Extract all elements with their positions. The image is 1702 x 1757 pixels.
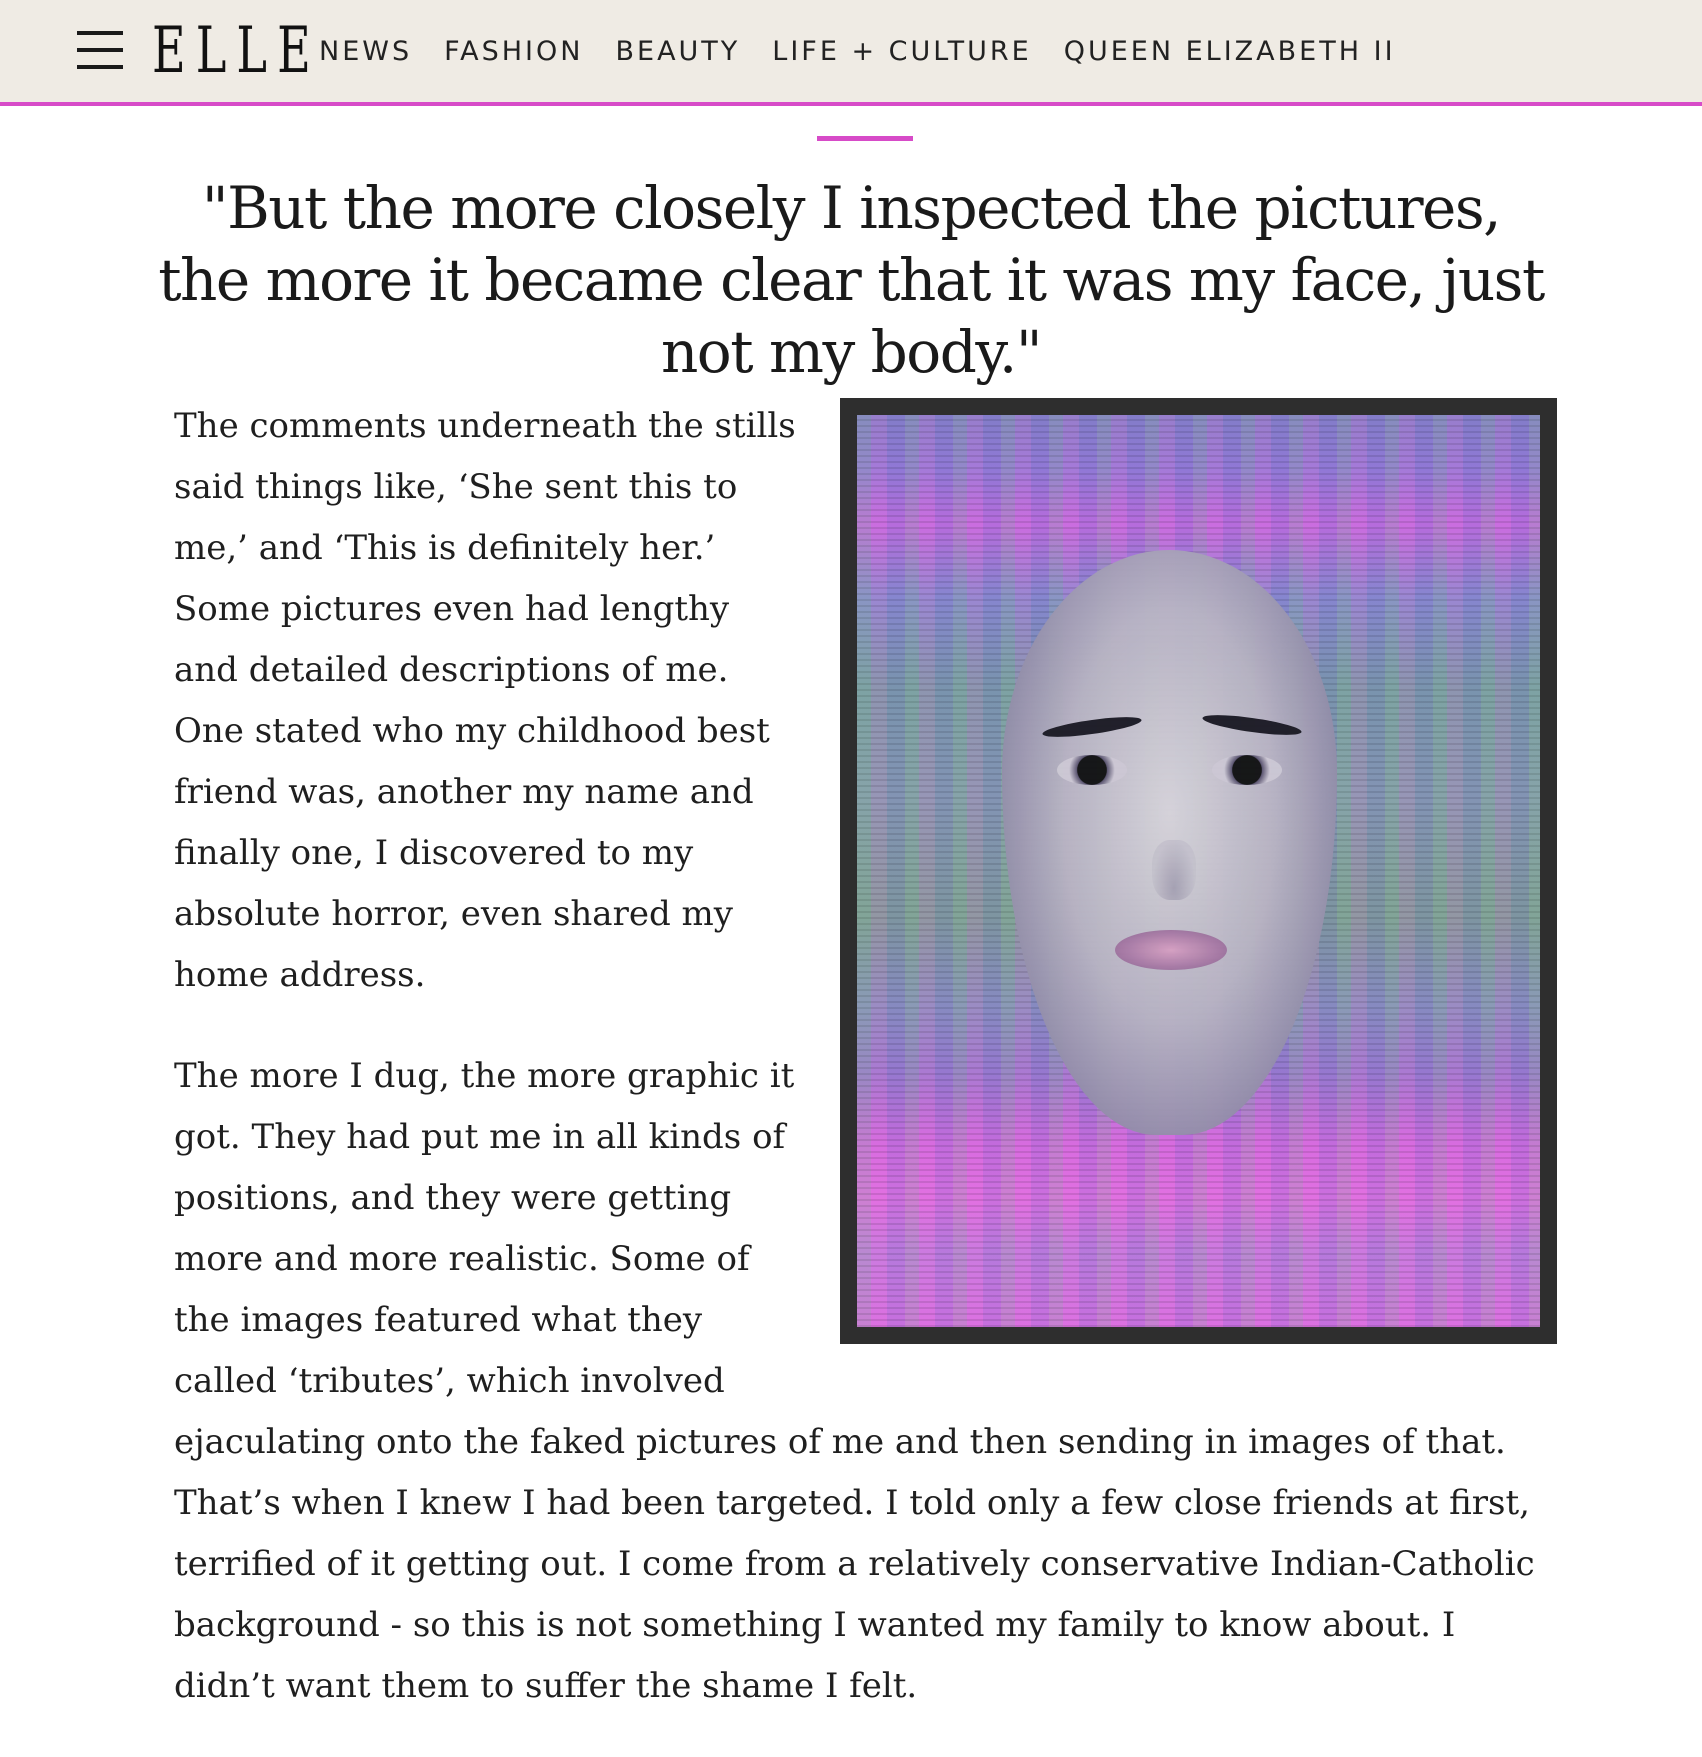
article-body — [174, 396, 1557, 1757]
nose — [1152, 840, 1196, 900]
face-shape — [1002, 550, 1337, 1135]
top-navigation-bar — [0, 0, 1702, 106]
elle-logo[interactable]: ELLE — [152, 14, 321, 88]
nav-item-beauty[interactable]: BEAUTY — [615, 35, 741, 67]
main-nav — [319, 33, 1396, 69]
lips — [1115, 930, 1227, 970]
article-image[interactable] — [840, 398, 1557, 1344]
pullquote: "But the more closely I inspected the pictures, the more it became clear that it was my face, just not my body." — [158, 174, 1544, 386]
nav-item-life-culture[interactable]: LIFE + CULTURE — [772, 35, 1032, 67]
left-eyebrow — [1042, 713, 1143, 741]
hamburger-menu-icon[interactable] — [77, 29, 123, 71]
nav-item-fashion[interactable]: FASHION — [444, 35, 584, 67]
right-eye — [1212, 755, 1282, 785]
left-eye — [1057, 755, 1127, 785]
nav-item-queen-elizabeth-ii[interactable]: QUEEN ELIZABETH II — [1063, 35, 1396, 67]
glitch-face-illustration — [857, 415, 1540, 1327]
right-eyebrow — [1202, 711, 1303, 739]
article-paragraph: The more I dug, the more graphic it got. They had put me in all kinds of positions, and they were getting more and more realistic. Some of the images featured what they called ‘tributes’, which involved ejaculating onto the faked pictures of me and then sending in images of that. That’s when I knew I had been targeted. I told only a few close friends at first, terrified of it getting out. I come from a relatively conservative Indian-Catholic background - so this is not something I wanted my family to know about. I didn’t want them to suffer the shame I felt. — [174, 1056, 1535, 1706]
article-paragraph: The comments underneath the stills said things like, ‘She sent this to me,’ and ‘This is definitely her.’ Some pictures even had lengthy and detailed descriptions of me. One stated who my childhood best friend was, another my name and finally one, I discovered to my absolute horror, even shared my home address. — [174, 406, 796, 995]
pullquote-accent-bar — [817, 136, 913, 141]
nav-item-news[interactable]: NEWS — [319, 35, 413, 67]
